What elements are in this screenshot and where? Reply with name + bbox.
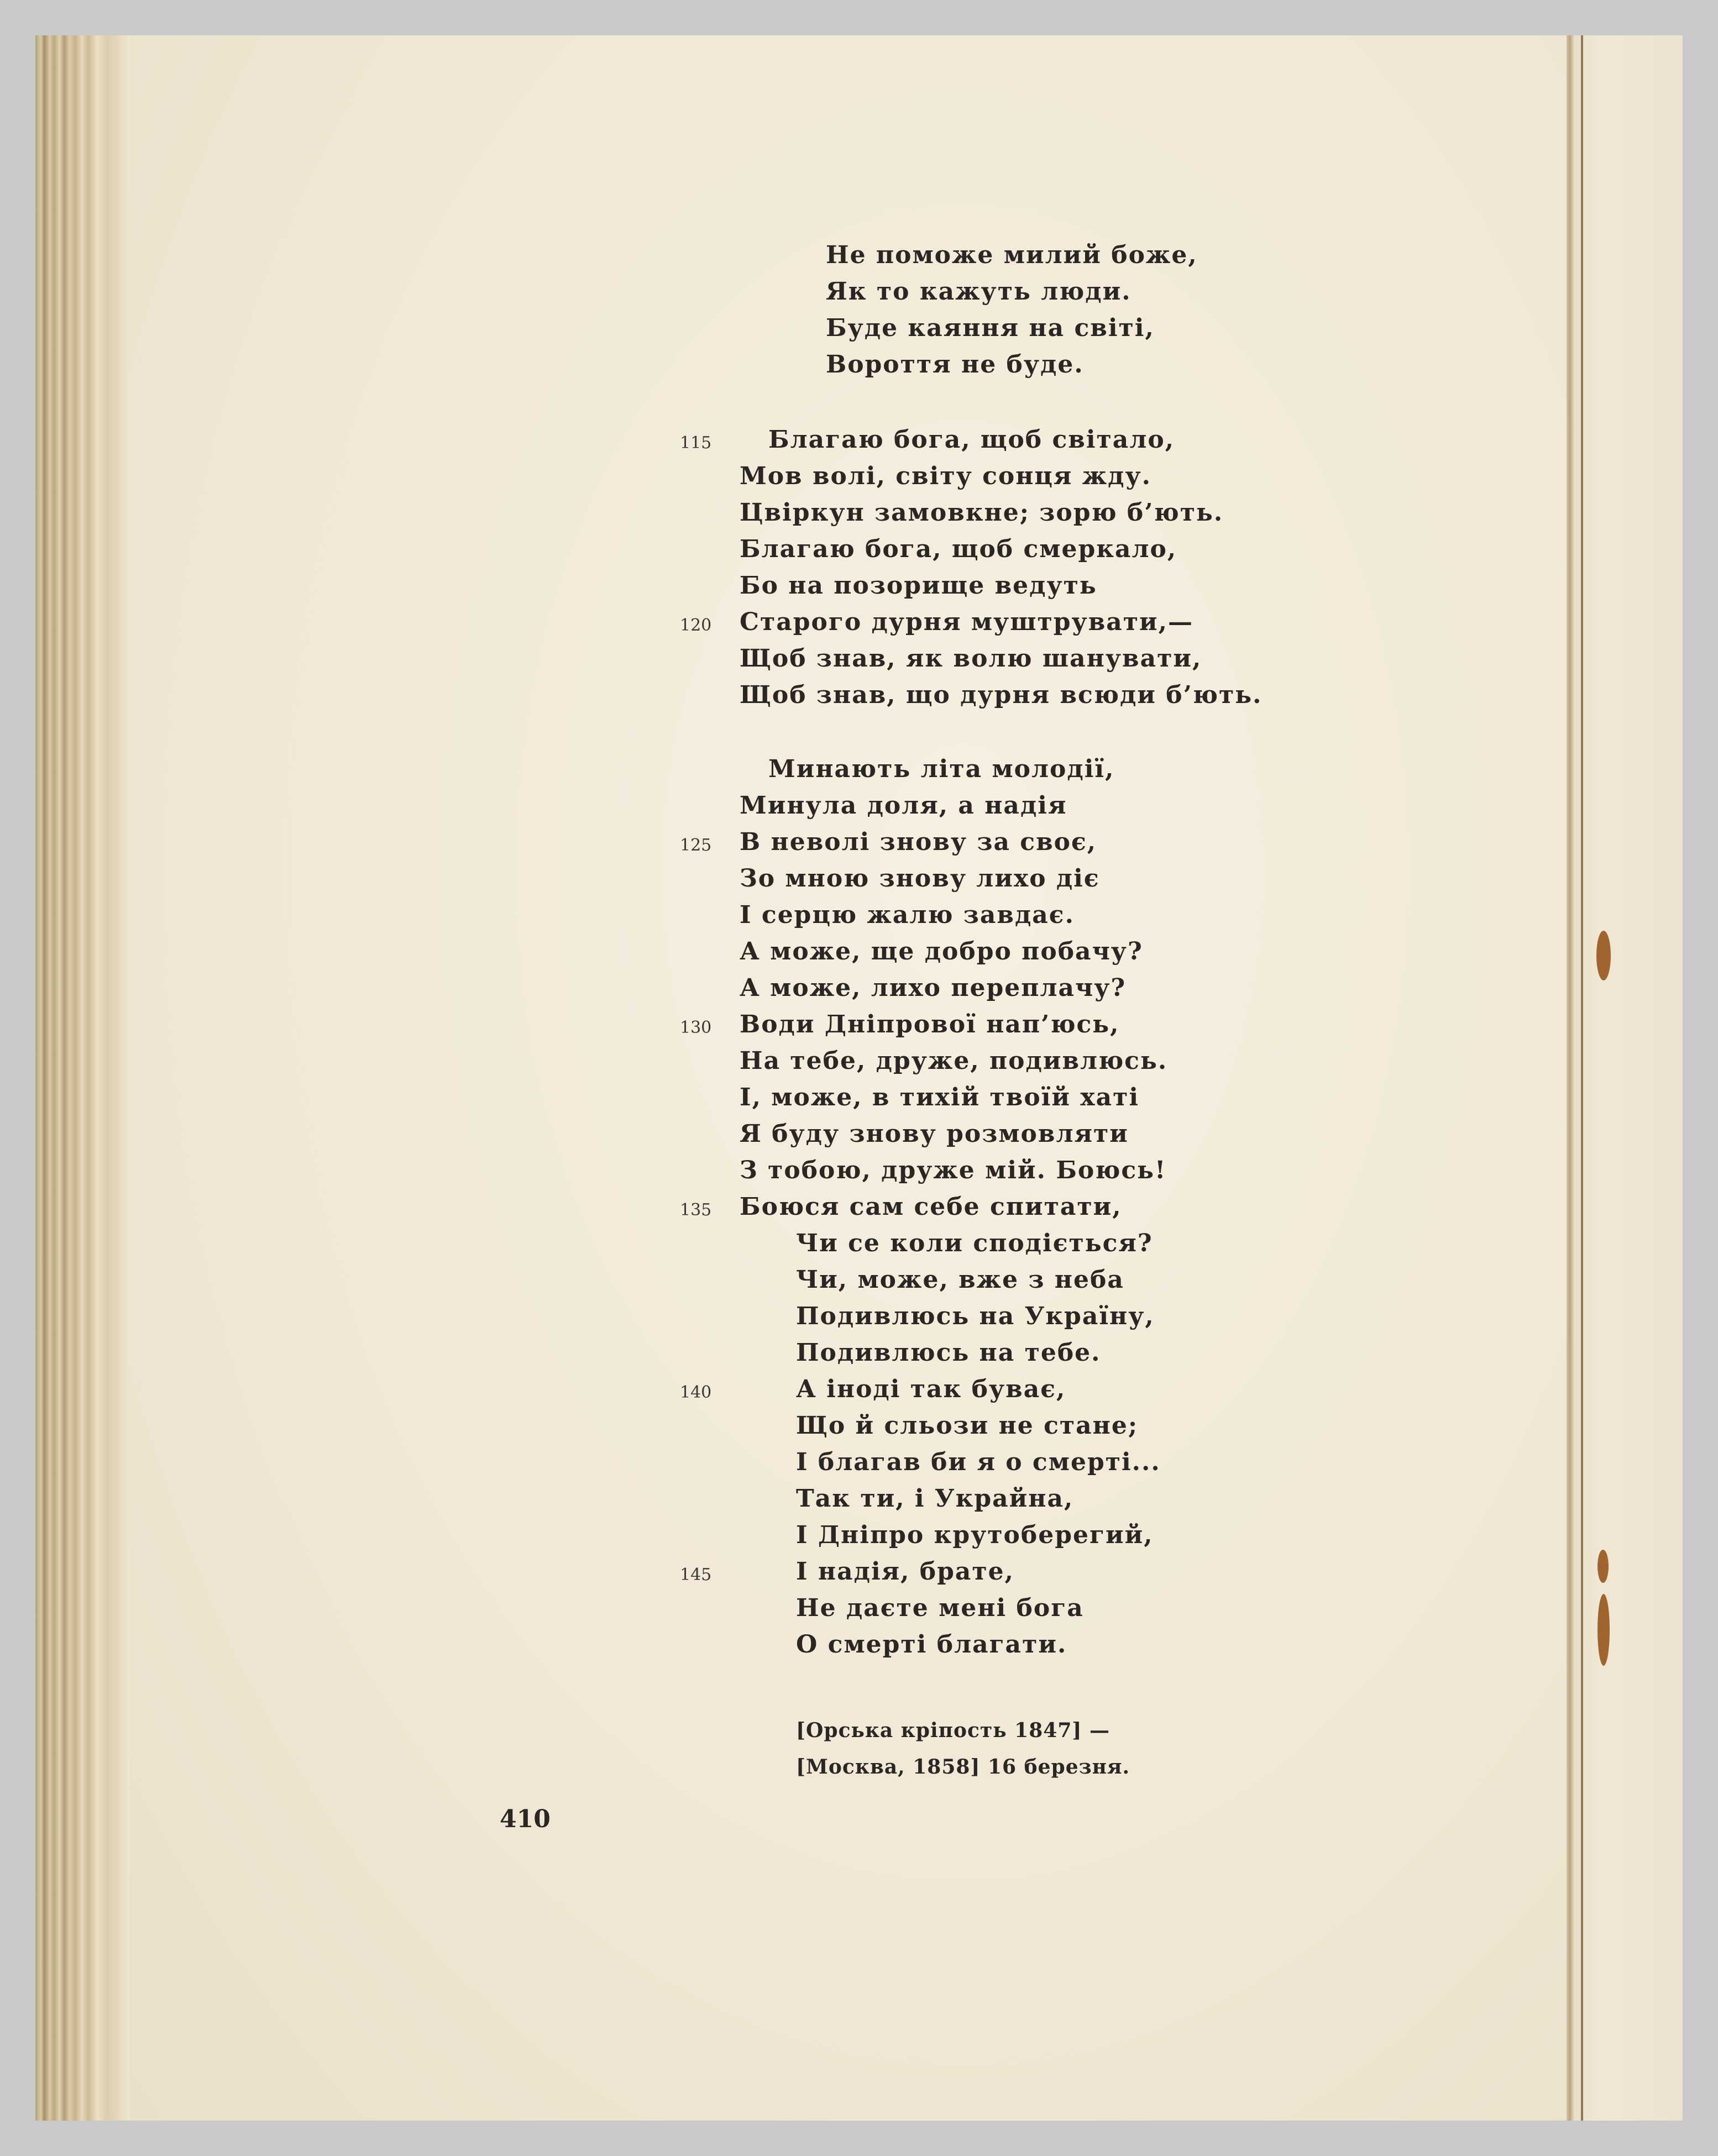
verse-line: Благаю бога, щоб світало,	[768, 426, 1175, 454]
verse-line: Боюся сам себе спитати,	[740, 1193, 1122, 1221]
page-gutter-line	[1581, 35, 1583, 2121]
line-number: 125	[680, 836, 712, 855]
verse-line: Старого дурня муштрувати,—	[740, 608, 1193, 636]
verse-line: Мов волі, світу сонця жду.	[740, 462, 1151, 490]
binding-stain	[1597, 1550, 1609, 1583]
verse-line: З тобою, друже мій. Боюсь!	[740, 1156, 1167, 1184]
dateline: [Москва, 1858] 16 березня.	[796, 1755, 1130, 1779]
verse-line: Чи, може, вже з неба	[796, 1266, 1124, 1294]
verse-line: Води Дніпрової нап’юсь,	[740, 1010, 1120, 1038]
line-number: 145	[680, 1565, 712, 1585]
page-sheet	[124, 35, 1649, 2121]
line-number: 120	[680, 616, 712, 635]
verse-line: Щоб знав, що дурня всюди б’ють.	[740, 681, 1263, 709]
verse-line: Щоб знав, як волю шанувати,	[740, 644, 1202, 673]
verse-line: Вороття не буде.	[826, 350, 1084, 379]
verse-line: Так ти, і Украйна,	[796, 1484, 1074, 1513]
binding-stain	[1597, 1594, 1610, 1666]
line-number: 140	[680, 1383, 712, 1402]
line-number: 115	[680, 433, 712, 453]
page-spine-edges	[35, 35, 129, 2121]
verse-line: А може, ще добро побачу?	[740, 937, 1143, 966]
verse-line: А іноді так буває,	[796, 1375, 1066, 1403]
binding-stain	[1596, 931, 1611, 980]
verse-line: Цвіркун замовкне; зорю б’ють.	[740, 499, 1224, 527]
verse-line: Не поможе милий боже,	[826, 241, 1198, 269]
verse-line: І надія, брате,	[796, 1557, 1014, 1586]
verse-line: Подивлюсь на Україну,	[796, 1302, 1155, 1330]
facing-page-edge	[1567, 35, 1683, 2121]
verse-line: І серцю жалю завдає.	[740, 901, 1075, 929]
verse-line: Не даєте мені бога	[796, 1594, 1084, 1622]
verse-line: І Дніпро крутоберегий,	[796, 1521, 1154, 1549]
verse-line: Буде каяння на світі,	[826, 314, 1155, 342]
verse-line: Бо на позорище ведуть	[740, 571, 1097, 600]
verse-line: Як то кажуть люди.	[826, 277, 1132, 306]
verse-line: Зо мною знову лихо діє	[740, 864, 1100, 893]
verse-line: В неволі знову за своє,	[740, 828, 1097, 856]
verse-line: І благав би я о смерті...	[796, 1448, 1161, 1476]
verse-line: І, може, в тихій твоїй хаті	[740, 1083, 1140, 1111]
verse-line: Подивлюсь на тебе.	[796, 1339, 1101, 1367]
verse-line: Благаю бога, щоб смеркало,	[740, 535, 1177, 563]
verse-line: На тебе, друже, подивлюсь.	[740, 1047, 1168, 1075]
verse-line: А може, лихо переплачу?	[740, 974, 1127, 1002]
verse-line: Минула доля, а надія	[740, 791, 1067, 820]
line-number: 130	[680, 1018, 712, 1037]
verse-line: Я буду знову розмовляти	[740, 1120, 1129, 1148]
page-number: 410	[500, 1805, 551, 1833]
verse-line: Що й сльози не стане;	[796, 1412, 1139, 1440]
scanned-page	[35, 35, 1683, 2121]
line-number: 135	[680, 1200, 712, 1220]
dateline: [Орська кріпость 1847] —	[796, 1719, 1110, 1742]
verse-line: Минають літа молодії,	[768, 755, 1115, 783]
verse-line: О смерті благати.	[796, 1630, 1067, 1659]
verse-line: Чи се коли сподіється?	[796, 1229, 1153, 1257]
